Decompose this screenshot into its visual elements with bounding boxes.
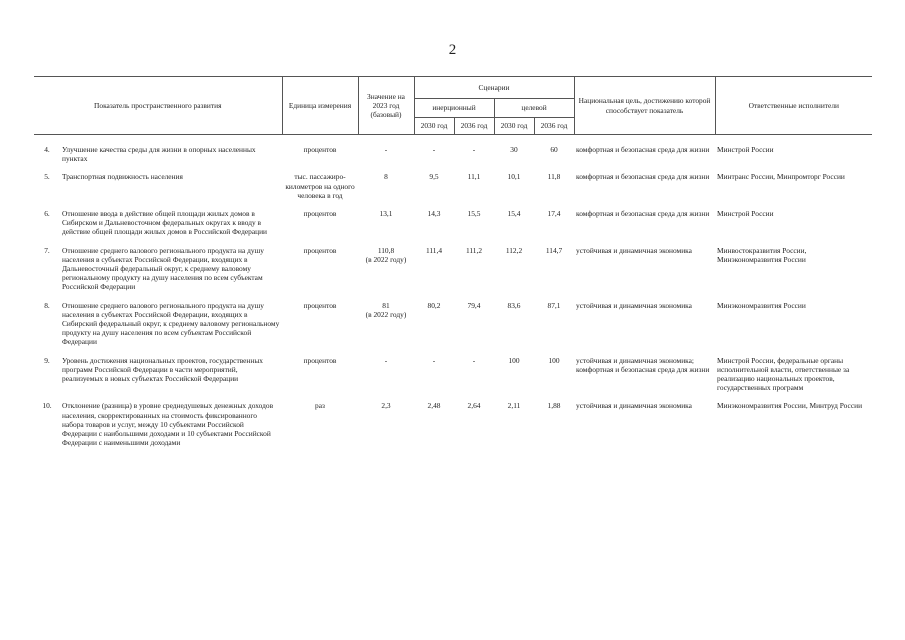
row-indicator: Уровень достижения национальных проектов, государственных программ Российской Федерации в части мероприятий, реализуемых в новых субъектах Российской Федерации <box>62 355 263 384</box>
row-inertial-2030: 80,2 <box>427 300 441 310</box>
row-base: - <box>384 355 388 365</box>
row-inertial-2036: - <box>472 355 476 365</box>
row-goal: устойчивая и динамичная экономика <box>576 245 692 255</box>
row-inertial-2030: - <box>432 355 436 365</box>
row-inertial-2030: 2,48 <box>427 401 441 411</box>
row-target-2036: 60 <box>550 145 558 154</box>
row-base-note: (в 2022 году) <box>365 309 407 319</box>
header-responsible: Ответственные исполнители <box>715 77 872 135</box>
row-inertial-2030: - <box>432 145 436 154</box>
row-number: 6. <box>44 209 50 219</box>
row-responsible: Минтранс России, Минпромторг России <box>717 172 845 182</box>
row-base: 2,3 <box>381 401 391 411</box>
row-indicator: Отношение среднего валового регионального продукта на душу населения в субъектах Российской Федерации, входящих в Сибирский федеральный округ, к среднему валовому региональному продукту на душу населения по всем субъектам Российской Федерации <box>62 300 280 347</box>
table-row <box>34 145 872 172</box>
row-inertial-2030: 9,5 <box>429 172 439 182</box>
indicators-table <box>34 76 872 456</box>
row-unit: тыс. пассажиро-километров на одного человека в год <box>285 172 355 200</box>
table-row <box>34 172 872 209</box>
row-target-2030: 15,4 <box>507 209 521 219</box>
row-goal: комфортная и безопасная среда для жизни <box>576 209 710 219</box>
row-responsible: Минвостокразвития России, Минэкономразвития России <box>717 245 807 264</box>
row-base <box>358 246 414 301</box>
row-goal: комфортная и безопасная среда для жизни <box>576 172 710 182</box>
header-unit: Единица измерения <box>282 77 358 135</box>
row-target-2030: 10,1 <box>507 172 521 182</box>
header-base-value: Значение на 2023 год (базовый) <box>358 77 414 135</box>
row-responsible: Минэкономразвития России <box>717 300 806 310</box>
row-indicator: Отношение ввода в действие общей площади жилых домов в Сибирском и Дальневосточном федеральных округах к вводу в действие общей площади жилых домов в Российской Федерации <box>62 209 267 237</box>
row-inertial-2036: 15,5 <box>467 209 481 219</box>
row-number: 4. <box>44 145 50 154</box>
table-row <box>34 301 872 356</box>
row-number: 8. <box>44 300 50 310</box>
row-inertial-2036: 111,2 <box>465 245 483 255</box>
header-target-2036: 2036 год <box>534 118 574 135</box>
row-target-2030: 30 <box>510 145 518 154</box>
row-inertial-2036: - <box>472 145 476 154</box>
row-base-note: (в 2022 году) <box>365 254 407 264</box>
row-base: - <box>384 145 388 154</box>
row-base: 13,1 <box>379 209 393 219</box>
row-goal: устойчивая и динамичная экономика <box>576 300 692 310</box>
table-row <box>34 246 872 301</box>
header-target-2030: 2030 год <box>494 118 534 135</box>
table-body <box>34 135 872 457</box>
row-base: 8 <box>384 172 388 182</box>
row-responsible: Минэкономразвития России, Минтруд России <box>717 401 863 411</box>
row-inertial-2036: 11,1 <box>467 172 481 182</box>
header-national-goal: Национальная цель, достижению которой способствует показатель <box>574 77 715 135</box>
row-base-value: 81 <box>382 300 390 310</box>
row-indicator: Улучшение качества среды для жизни в опорных населенных пунктах <box>62 145 256 164</box>
row-responsible: Минстрой России, федеральные органы исполнительной власти, ответственные за реализацию национальных проектов, государственных программ <box>717 355 850 393</box>
row-target-2036: 11,8 <box>547 172 561 182</box>
row-unit: процентов <box>303 145 337 154</box>
row-number: 9. <box>44 355 50 365</box>
header-scenarios: Сценарии <box>414 77 574 99</box>
row-indicator: Отношение среднего валового регионального продукта на душу населения в субъектах Российской Федерации, входящих в Дальневосточный федеральный округ, к среднему валовому региональному продукту на душу населения по всем субъектам Российской Федерации <box>62 245 264 292</box>
row-goal: устойчивая и динамичная экономика; комфортная и безопасная среда для жизни <box>576 355 710 374</box>
header-inertial: инерционный <box>414 99 494 118</box>
table-row <box>34 356 872 402</box>
row-unit: процентов <box>303 355 337 365</box>
row-number: 10. <box>42 401 52 411</box>
row-target-2030: 112,2 <box>505 245 523 255</box>
row-goal: устойчивая и динамичная экономика <box>576 401 692 411</box>
row-target-2036: 87,1 <box>547 300 561 310</box>
header-indicator: Показатель пространственного развития <box>34 77 282 135</box>
row-inertial-2036: 79,4 <box>467 300 481 310</box>
row-target-2036: 114,7 <box>545 245 563 255</box>
header-inertial-2030: 2030 год <box>414 118 454 135</box>
row-target-2036: 100 <box>548 355 560 365</box>
row-number: 7. <box>44 245 50 255</box>
row-base-value: 110,8 <box>377 245 395 255</box>
row-indicator: Отклонение (разница) в уровне среднедушевых денежных доходов населения, скорректированных на стоимость фиксированного набора товаров и услуг, между 10 субъектами Российской Федерации с наибольшими доходами и 10 субъектами Российской Федерации с наименьшими доходами <box>62 401 274 448</box>
page-number: 2 <box>448 42 457 58</box>
table-row <box>34 401 872 456</box>
row-target-2030: 83,6 <box>507 300 521 310</box>
header-target: целевой <box>494 99 574 118</box>
row-unit: процентов <box>303 209 337 219</box>
row-target-2030: 100 <box>508 355 520 365</box>
row-unit: процентов <box>303 245 337 255</box>
row-number: 5. <box>44 172 50 182</box>
row-target-2030: 2,11 <box>507 401 521 411</box>
row-indicator: Транспортная подвижность населения <box>62 172 183 182</box>
row-goal: комфортная и безопасная среда для жизни <box>576 145 710 154</box>
row-target-2036: 17,4 <box>547 209 561 219</box>
row-unit: процентов <box>303 300 337 310</box>
row-responsible: Минстрой России <box>717 209 774 219</box>
row-inertial-2030: 14,3 <box>427 209 441 219</box>
table-row <box>34 209 872 246</box>
row-inertial-2030: 111,4 <box>425 245 443 255</box>
row-responsible: Минстрой России <box>717 145 774 154</box>
row-unit: раз <box>315 401 325 411</box>
table-header <box>34 77 872 135</box>
row-inertial-2036: 2,64 <box>467 401 481 411</box>
row-target-2036: 1,88 <box>547 401 561 411</box>
header-inertial-2036: 2036 год <box>454 118 494 135</box>
row-base <box>358 301 414 356</box>
